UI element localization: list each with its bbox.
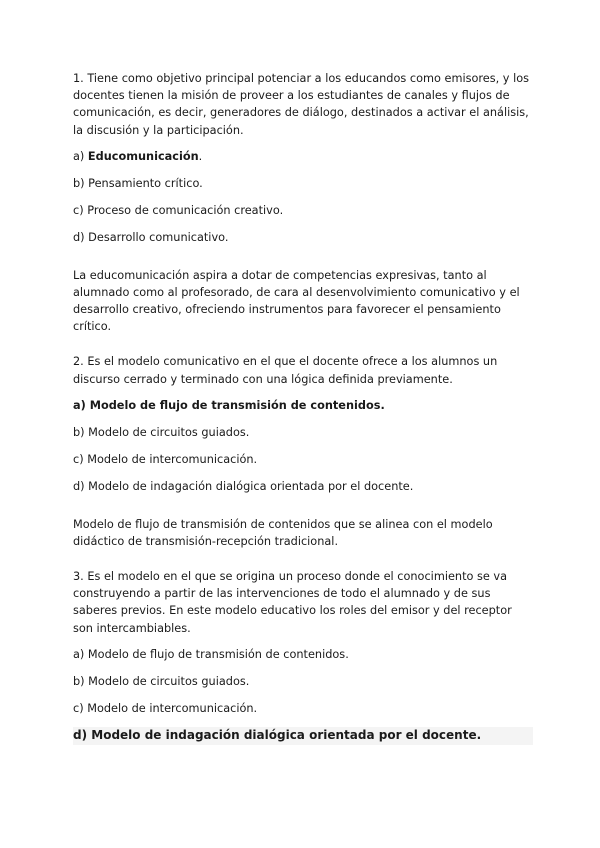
question-2-option-d: d) Modelo de indagación dialógica orientada por el docente. [73,480,414,494]
document-page [73,70,533,745]
question-1-option-b: b) Pensamiento crítico. [73,177,203,191]
question-1-explanation: La educomunicación aspira a dotar de competencias expresivas, tanto al alumnado como al profesorado, de cara al desenvolvimiento comunicativo y el desarrollo creativo, ofreciendo instrumentos para favorecer el pensamiento crítico. [73,268,520,334]
option-a-correct-answer: Educomunicación [87,149,199,163]
option-a-suffix: . [198,149,203,163]
question-2-option-c: c) Modelo de intercomunicación. [73,453,258,467]
question-1-option-c: c) Proceso de comunicación creativo. [73,204,284,218]
question-1-text: 1. Tiene como objetivo principal potenciar a los educandos como emisores, y los docentes tienen la misión de proveer a los estudiantes de canales y flujos de comunicación, es decir, generadores de diálogo, destinados a activar el análisis, la discusión y la participación. [73,72,530,137]
question-2-text: 2. Es el modelo comunicativo en el que el docente ofrece a los alumnos un discurso cerrado y terminado con una lógica definida previamente. [73,355,498,386]
option-a-prefix: a) [73,149,88,163]
question-2-option-b: b) Modelo de circuitos guiados. [73,426,250,440]
question-3-option-b: b) Modelo de circuitos guiados. [73,675,250,689]
question-2-option-a-correct: a) Modelo de flujo de transmisión de contenidos. [73,398,385,412]
question-3-option-d-correct: d) Modelo de indagación dialógica orientada por el docente. [73,727,533,744]
question-1-option-d: d) Desarrollo comunicativo. [73,231,229,245]
question-3-option-c: c) Modelo de intercomunicación. [73,702,258,716]
question-3-text: 3. Es el modelo en el que se origina un proceso donde el conocimiento se va construyendo a partir de las intervenciones de todo el alumnado y de sus saberes previos. En este modelo educativo los roles del emisor y del receptor son intercambiables. [73,570,512,635]
question-3-option-a: a) Modelo de flujo de transmisión de contenidos. [73,647,349,661]
question-2-explanation: Modelo de flujo de transmisión de contenidos que se alinea con el modelo didáctico de transmisión-recepción tradicional. [73,517,493,548]
question-1-option-a [73,148,533,165]
